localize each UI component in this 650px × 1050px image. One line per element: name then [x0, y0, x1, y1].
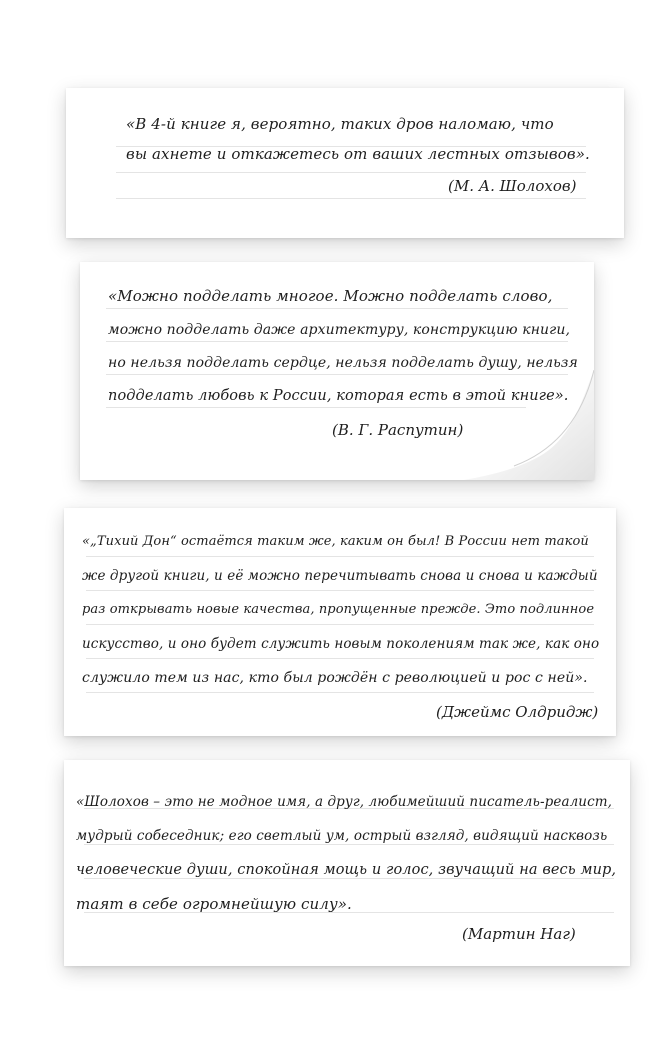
quote-author: (Джеймс Олдридж)	[436, 703, 599, 721]
ruled-line	[106, 341, 568, 342]
quote-author: (М. А. Шолохов)	[448, 177, 577, 195]
quote-card-rasputin	[80, 262, 594, 480]
quote-text-line: же другой книги, и её можно перечитывать снова и снова и каждый	[82, 568, 598, 584]
quote-text-line: подделать любовь к России, которая есть в этой книге».	[108, 388, 569, 404]
quote-text-line: «„Тихий Дон“ остаётся таким же, каким он был! В России нет такой	[82, 534, 589, 549]
quote-author: (Мартин Наг)	[462, 925, 576, 943]
quote-text-line: служило тем из нас, кто был рождён с революцией и рос с ней».	[82, 670, 588, 686]
quote-text-line: раз открывать новые качества, пропущенные прежде. Это подлинное	[82, 602, 595, 617]
quote-card-sholokhov	[66, 88, 624, 238]
quote-text-line: можно подделать даже архитектуру, конструкцию книги,	[108, 322, 570, 338]
quote-text-line: но нельзя подделать сердце, нельзя подделать душу, нельзя	[108, 355, 578, 371]
quote-text-line: «В 4-й книге я, вероятно, таких дров наломаю, что	[126, 115, 554, 133]
quote-author: (В. Г. Распутин)	[332, 421, 464, 439]
ruled-line	[86, 624, 594, 625]
ruled-line	[116, 198, 586, 199]
quote-text-line: таят в себе огромнейшую силу».	[76, 895, 352, 913]
ruled-line	[86, 692, 594, 693]
quote-text-line: мудрый собеседник; его светлый ум, острый взгляд, видящий насквозь	[76, 828, 608, 844]
quote-card-nag	[64, 760, 630, 966]
ruled-line	[86, 590, 594, 591]
quote-text-line: искусство, и оно будет служить новым поколениям так же, как оно	[82, 636, 600, 652]
ruled-line	[86, 556, 594, 557]
ruled-line	[116, 172, 586, 173]
quote-text-line: «Шолохов – это не модное имя, а друг, любимейший писатель-реалист,	[76, 794, 613, 810]
quote-card-aldridge	[64, 508, 616, 736]
ruled-line	[86, 658, 594, 659]
quote-text-line: вы ахнете и откажетесь от ваших лестных отзывов».	[126, 145, 590, 163]
page-curl-icon	[444, 370, 594, 480]
ruled-line	[106, 308, 568, 309]
quote-text-line: «Можно подделать многое. Можно подделать слово,	[108, 287, 553, 305]
quote-text-line: человеческие души, спокойная мощь и голос, звучащий на весь мир,	[76, 862, 617, 878]
